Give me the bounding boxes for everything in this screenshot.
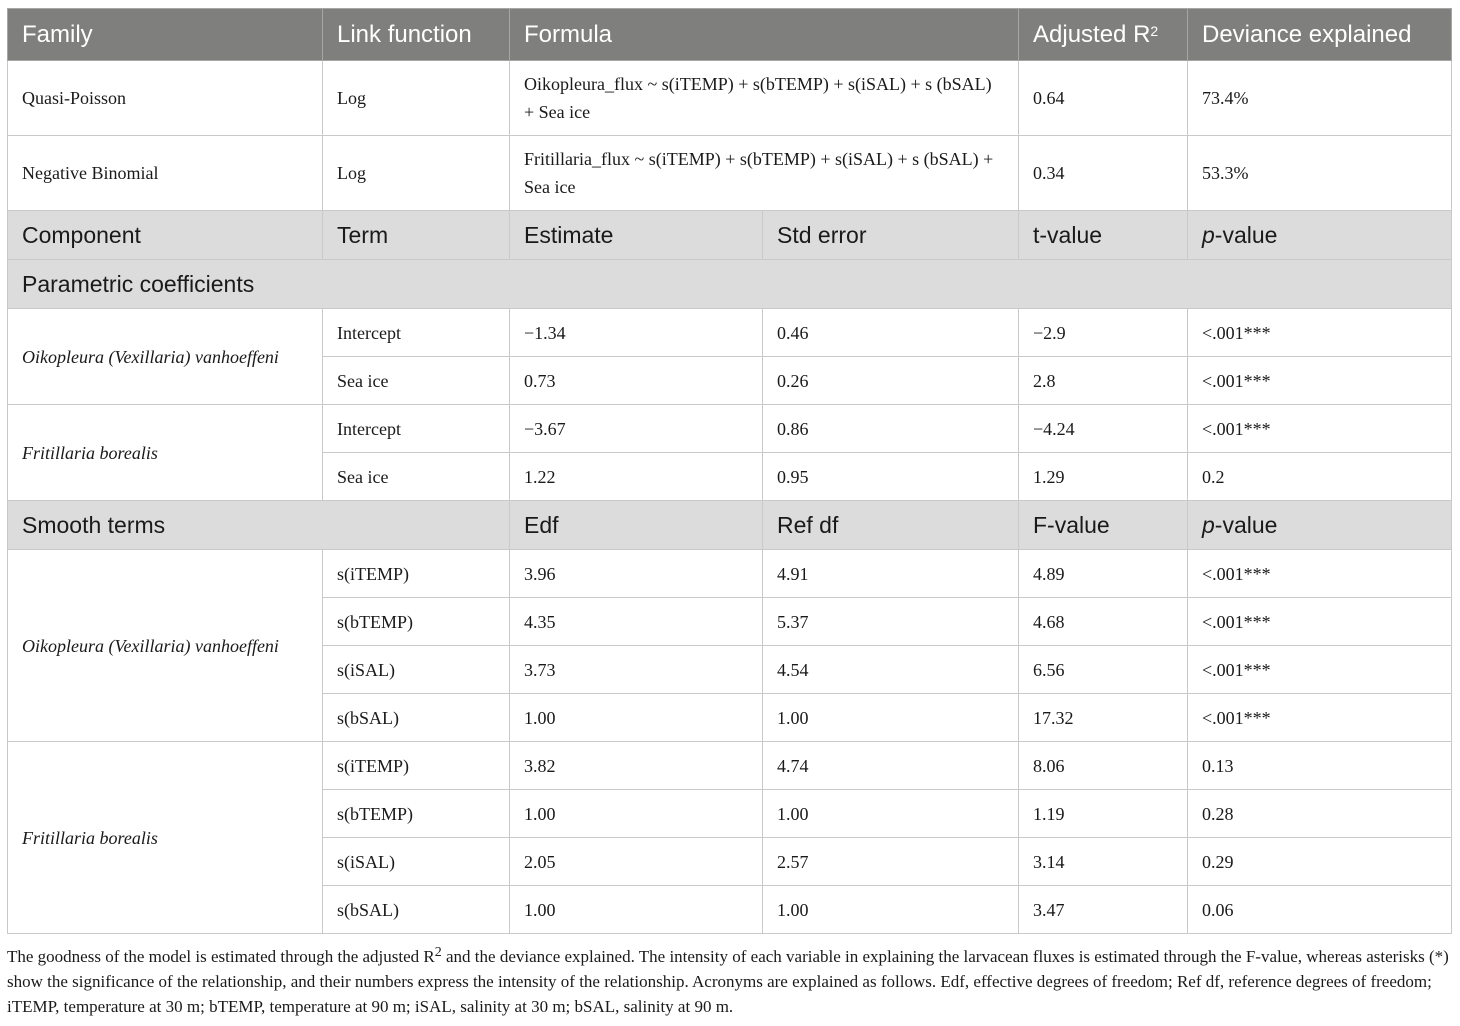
table-row [8, 742, 1452, 790]
header-p-italic: p [1202, 512, 1215, 538]
header-family: Family [8, 9, 323, 61]
p-value-cell: <.001*** [1188, 646, 1452, 694]
model-row [8, 136, 1452, 211]
edf-cell: 1.00 [510, 694, 763, 742]
edf-cell: 1.00 [510, 886, 763, 934]
term-cell: s(bSAL) [323, 694, 510, 742]
term-cell: s(iSAL) [323, 646, 510, 694]
gam-results-table [7, 8, 1452, 934]
header-f-value: F-value [1019, 501, 1188, 550]
p-value-cell: <.001*** [1188, 357, 1452, 405]
smooth-header-row [8, 501, 1452, 550]
model-header-row [8, 9, 1452, 61]
header-adjusted-r2 [1019, 9, 1188, 61]
f-value-cell: 4.68 [1019, 598, 1188, 646]
p-value-cell: 0.28 [1188, 790, 1452, 838]
header-adjusted-r2-sup: 2 [1150, 22, 1159, 39]
ref-df-cell: 4.54 [763, 646, 1019, 694]
header-smooth-terms: Smooth terms [8, 501, 510, 550]
p-value-cell: 0.29 [1188, 838, 1452, 886]
table-caption [7, 944, 1451, 1019]
component-header-row [8, 211, 1452, 260]
edf-cell: 4.35 [510, 598, 763, 646]
term-cell: Sea ice [323, 453, 510, 501]
edf-cell: 3.82 [510, 742, 763, 790]
f-value-cell: 3.47 [1019, 886, 1188, 934]
term-cell: Intercept [323, 309, 510, 357]
p-value-cell: 0.13 [1188, 742, 1452, 790]
header-formula: Formula [510, 9, 1019, 61]
edf-cell: 1.00 [510, 790, 763, 838]
gam-results-figure [7, 8, 1451, 1019]
std-error-cell: 0.86 [763, 405, 1019, 453]
header-edf: Edf [510, 501, 763, 550]
model-deviance: 53.3% [1188, 136, 1452, 211]
header-p-rest: -value [1214, 222, 1278, 248]
species-label: Oikopleura (Vexillaria) vanhoeffeni [8, 550, 323, 742]
term-cell: Sea ice [323, 357, 510, 405]
species-label: Fritillaria borealis [8, 405, 323, 501]
f-value-cell: 3.14 [1019, 838, 1188, 886]
model-family: Quasi-Poisson [8, 61, 323, 136]
std-error-cell: 0.26 [763, 357, 1019, 405]
caption-sup: 2 [434, 945, 442, 960]
model-deviance: 73.4% [1188, 61, 1452, 136]
header-t-value: t-value [1019, 211, 1188, 260]
caption-part2: and the deviance explained. The intensity of each variable in explaining the larvacean fluxes is estimated through the F-value, whereas asterisks (*) show the significance of the relationship, and their numbers express the intensity of the relationship. Acronyms are explained as follows. Edf, effective degrees of freedom; Ref df, reference degrees of freedom; iTEMP, temperature at 30 m; bTEMP, temperature at 90 m; iSAL, salinity at 30 m; bSAL, salinity at 90 m. [7, 947, 1449, 1016]
header-estimate: Estimate [510, 211, 763, 260]
model-family: Negative Binomial [8, 136, 323, 211]
p-value-cell: <.001*** [1188, 694, 1452, 742]
f-value-cell: 6.56 [1019, 646, 1188, 694]
t-value-cell: −4.24 [1019, 405, 1188, 453]
edf-cell: 2.05 [510, 838, 763, 886]
term-cell: s(bTEMP) [323, 598, 510, 646]
header-adjusted-r2-text: Adjusted R [1033, 20, 1151, 48]
table-row [8, 405, 1452, 453]
t-value-cell: −2.9 [1019, 309, 1188, 357]
header-p-rest: -value [1214, 512, 1278, 538]
term-cell: s(iSAL) [323, 838, 510, 886]
parametric-section-row [8, 260, 1452, 309]
model-formula: Fritillaria_flux ~ s(iTEMP) + s(bTEMP) + s(iSAL) + s (bSAL) + Sea ice [510, 136, 1019, 211]
estimate-cell: 0.73 [510, 357, 763, 405]
p-value-cell: <.001*** [1188, 405, 1452, 453]
t-value-cell: 2.8 [1019, 357, 1188, 405]
std-error-cell: 0.46 [763, 309, 1019, 357]
std-error-cell: 0.95 [763, 453, 1019, 501]
model-row [8, 61, 1452, 136]
ref-df-cell: 4.91 [763, 550, 1019, 598]
p-value-cell: 0.06 [1188, 886, 1452, 934]
p-value-cell: 0.2 [1188, 453, 1452, 501]
header-std-error: Std error [763, 211, 1019, 260]
term-cell: s(iTEMP) [323, 550, 510, 598]
header-link-function: Link function [323, 9, 510, 61]
term-cell: s(bSAL) [323, 886, 510, 934]
header-p-value [1188, 501, 1452, 550]
f-value-cell: 17.32 [1019, 694, 1188, 742]
ref-df-cell: 5.37 [763, 598, 1019, 646]
table-row [8, 550, 1452, 598]
f-value-cell: 1.19 [1019, 790, 1188, 838]
estimate-cell: −1.34 [510, 309, 763, 357]
header-ref-df: Ref df [763, 501, 1019, 550]
ref-df-cell: 1.00 [763, 790, 1019, 838]
header-p-italic: p [1202, 222, 1215, 248]
caption-part1: The goodness of the model is estimated through the adjusted R [7, 947, 435, 966]
edf-cell: 3.73 [510, 646, 763, 694]
species-label: Fritillaria borealis [8, 742, 323, 934]
t-value-cell: 1.29 [1019, 453, 1188, 501]
edf-cell: 3.96 [510, 550, 763, 598]
model-link: Log [323, 136, 510, 211]
model-formula: Oikopleura_flux ~ s(iTEMP) + s(bTEMP) + s(iSAL) + s (bSAL) + Sea ice [510, 61, 1019, 136]
term-cell: Intercept [323, 405, 510, 453]
p-value-cell: <.001*** [1188, 598, 1452, 646]
parametric-coefficients-label: Parametric coefficients [8, 260, 1452, 309]
estimate-cell: 1.22 [510, 453, 763, 501]
header-term: Term [323, 211, 510, 260]
header-p-value [1188, 211, 1452, 260]
table-row [8, 309, 1452, 357]
header-component: Component [8, 211, 323, 260]
p-value-cell: <.001*** [1188, 550, 1452, 598]
header-deviance-explained: Deviance explained [1188, 9, 1452, 61]
model-adj-r2: 0.64 [1019, 61, 1188, 136]
f-value-cell: 4.89 [1019, 550, 1188, 598]
ref-df-cell: 2.57 [763, 838, 1019, 886]
model-adj-r2: 0.34 [1019, 136, 1188, 211]
ref-df-cell: 4.74 [763, 742, 1019, 790]
ref-df-cell: 1.00 [763, 886, 1019, 934]
term-cell: s(iTEMP) [323, 742, 510, 790]
species-label: Oikopleura (Vexillaria) vanhoeffeni [8, 309, 323, 405]
term-cell: s(bTEMP) [323, 790, 510, 838]
ref-df-cell: 1.00 [763, 694, 1019, 742]
f-value-cell: 8.06 [1019, 742, 1188, 790]
p-value-cell: <.001*** [1188, 309, 1452, 357]
estimate-cell: −3.67 [510, 405, 763, 453]
model-link: Log [323, 61, 510, 136]
